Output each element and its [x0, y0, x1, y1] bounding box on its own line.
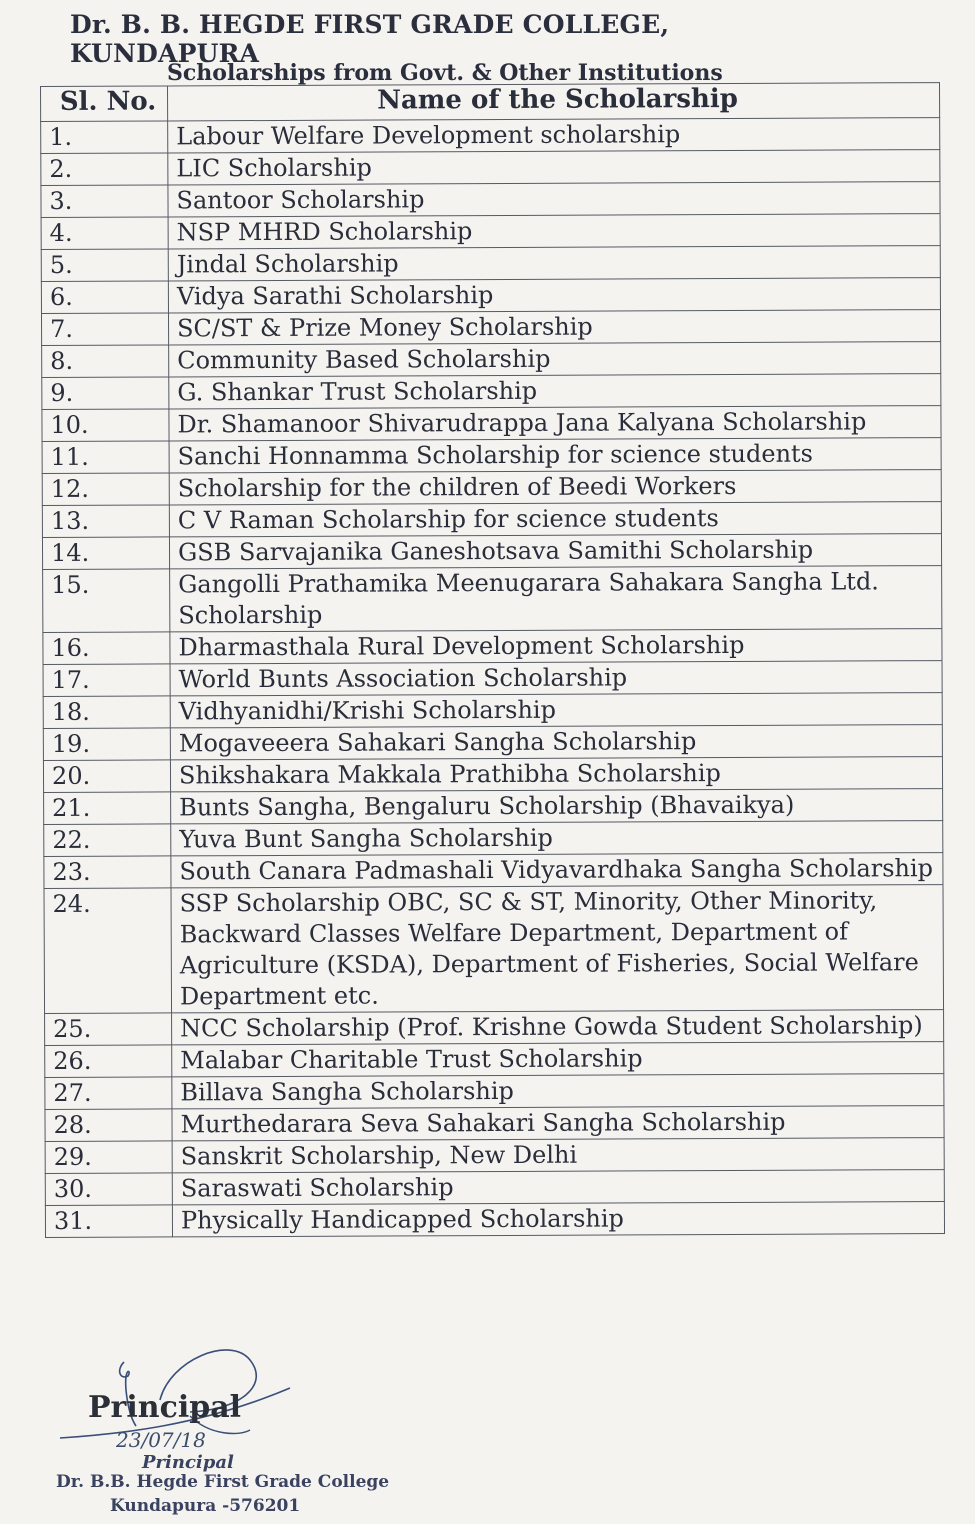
row-serial-number: 14.: [42, 537, 169, 570]
table-row: [41, 246, 940, 282]
row-scholarship-name: GSB Sarvajanika Ganeshotsava Samithi Scholarship: [169, 534, 941, 569]
table-row: [45, 1202, 944, 1238]
row-scholarship-name: SSP Scholarship OBC, SC & ST, Minority, Other Minority, Backward Classes Welfare Department, Department of Agriculture (KSDA), Department of Fisheries, Social Welfare Department etc.: [171, 885, 944, 1013]
stamp-title: Principal: [142, 1452, 234, 1473]
table-row: [42, 470, 941, 506]
row-scholarship-name: Vidya Sarathi Scholarship: [168, 278, 940, 313]
row-serial-number: 20.: [43, 760, 170, 793]
row-scholarship-name: Bunts Sangha, Bengaluru Scholarship (Bhavaikya): [171, 789, 943, 824]
row-scholarship-name: Billava Sangha Scholarship: [172, 1074, 944, 1109]
row-scholarship-name: C V Raman Scholarship for science students: [169, 502, 941, 537]
table-row: [41, 182, 940, 218]
row-scholarship-name: NCC Scholarship (Prof. Krishne Gowda Student Scholarship): [172, 1010, 944, 1045]
row-serial-number: 12.: [42, 473, 169, 506]
table-row: [41, 278, 940, 314]
row-scholarship-name: South Canara Padmashali Vidyavardhaka Sangha Scholarship: [171, 853, 943, 888]
row-scholarship-name: Murthedarara Seva Sahakari Sangha Scholarship: [172, 1106, 944, 1141]
table-row: [42, 406, 941, 442]
table-row: [45, 1074, 944, 1110]
row-serial-number: 1.: [41, 121, 168, 154]
table-row: [43, 629, 942, 665]
row-serial-number: 16.: [43, 632, 170, 665]
row-serial-number: 21.: [44, 792, 171, 825]
row-scholarship-name: Sanskrit Scholarship, New Delhi: [172, 1138, 944, 1173]
row-serial-number: 15.: [43, 569, 170, 633]
row-serial-number: 31.: [45, 1205, 172, 1238]
stamp-college: Dr. B.B. Hegde First Grade College: [56, 1472, 390, 1492]
table-row: [41, 214, 940, 250]
row-serial-number: 26.: [45, 1045, 172, 1078]
row-scholarship-name: Sanchi Honnamma Scholarship for science students: [169, 438, 941, 473]
row-scholarship-name: Malabar Charitable Trust Scholarship: [172, 1042, 944, 1077]
row-scholarship-name: Yuva Bunt Sangha Scholarship: [171, 821, 943, 856]
table-row: [42, 374, 941, 410]
row-scholarship-name: Mogaveeera Sahakari Sangha Scholarship: [170, 725, 942, 760]
table-row: [45, 1106, 944, 1142]
row-serial-number: 7.: [41, 313, 168, 346]
signature-title: Principal: [88, 1390, 242, 1425]
college-title: Dr. B. B. HEGDE FIRST GRADE COLLEGE, KUNDAPURA: [70, 10, 670, 68]
signature-scribble: [40, 1340, 460, 1520]
row-scholarship-name: Scholarship for the children of Beedi Workers: [169, 470, 941, 505]
row-serial-number: 23.: [44, 856, 171, 889]
row-serial-number: 19.: [43, 728, 170, 761]
scholarship-table: [40, 82, 945, 1238]
row-scholarship-name: SC/ST & Prize Money Scholarship: [168, 310, 940, 345]
row-scholarship-name: Gangolli Prathamika Meenugarara Sahakara Sangha Ltd. Scholarship: [170, 566, 942, 632]
row-scholarship-name: Physically Handicapped Scholarship: [172, 1202, 944, 1237]
row-scholarship-name: Community Based Scholarship: [169, 342, 941, 377]
row-serial-number: 29.: [45, 1141, 172, 1174]
row-serial-number: 27.: [45, 1077, 172, 1110]
table-row: [42, 438, 941, 474]
row-scholarship-name: Dharmasthala Rural Development Scholarship: [170, 629, 942, 664]
table-row: [41, 310, 940, 346]
row-serial-number: 3.: [41, 185, 168, 218]
table-row: [45, 1010, 944, 1046]
row-serial-number: 24.: [44, 888, 172, 1014]
column-header-name: Name of the Scholarship: [168, 83, 940, 121]
signature-block: [40, 1340, 460, 1520]
row-serial-number: 18.: [43, 696, 170, 729]
row-scholarship-name: Santoor Scholarship: [168, 182, 940, 217]
row-serial-number: 2.: [41, 153, 168, 186]
table-row: [45, 1138, 944, 1174]
table-row: [43, 725, 942, 761]
table-header-row: [41, 83, 940, 122]
row-serial-number: 30.: [45, 1173, 172, 1206]
table-row: [44, 885, 944, 1014]
row-scholarship-name: Jindal Scholarship: [168, 246, 940, 281]
table-row: [41, 150, 940, 186]
table-row: [45, 1042, 944, 1078]
row-serial-number: 5.: [41, 249, 168, 282]
row-scholarship-name: NSP MHRD Scholarship: [168, 214, 940, 249]
table-row: [43, 661, 942, 697]
row-scholarship-name: Vidhyanidhi/Krishi Scholarship: [170, 693, 942, 728]
row-scholarship-name: Saraswati Scholarship: [172, 1170, 944, 1205]
row-serial-number: 22.: [44, 824, 171, 857]
table-row: [44, 821, 943, 857]
column-header-sl-no: Sl. No.: [41, 86, 168, 122]
document-subtitle: Scholarships from Govt. & Other Institutions: [167, 60, 723, 86]
row-scholarship-name: G. Shankar Trust Scholarship: [169, 374, 941, 409]
table-body: [41, 118, 945, 1238]
row-serial-number: 9.: [42, 377, 169, 410]
row-scholarship-name: World Bunts Association Scholarship: [170, 661, 942, 696]
table-row: [43, 757, 942, 793]
row-scholarship-name: LIC Scholarship: [168, 150, 940, 185]
row-serial-number: 17.: [43, 664, 170, 697]
row-scholarship-name: Shikshakara Makkala Prathibha Scholarship: [170, 757, 942, 792]
table-row: [43, 566, 942, 633]
stamp-place: Kundapura -576201: [110, 1496, 301, 1516]
table-row: [45, 1170, 944, 1206]
table-row: [42, 502, 941, 538]
row-serial-number: 8.: [42, 345, 169, 378]
row-serial-number: 10.: [42, 409, 169, 442]
row-scholarship-name: Dr. Shamanoor Shivarudrappa Jana Kalyana Scholarship: [169, 406, 941, 441]
table-row: [44, 789, 943, 825]
row-scholarship-name: Labour Welfare Development scholarship: [168, 118, 940, 153]
signature-date: 23/07/18: [116, 1428, 206, 1452]
table-row: [44, 853, 943, 889]
row-serial-number: 4.: [41, 217, 168, 250]
table-row: [43, 693, 942, 729]
row-serial-number: 25.: [45, 1013, 172, 1046]
table-row: [41, 118, 940, 154]
row-serial-number: 28.: [45, 1109, 172, 1142]
row-serial-number: 13.: [42, 505, 169, 538]
table-row: [42, 342, 941, 378]
table-row: [42, 534, 941, 570]
row-serial-number: 6.: [41, 281, 168, 314]
row-serial-number: 11.: [42, 441, 169, 474]
